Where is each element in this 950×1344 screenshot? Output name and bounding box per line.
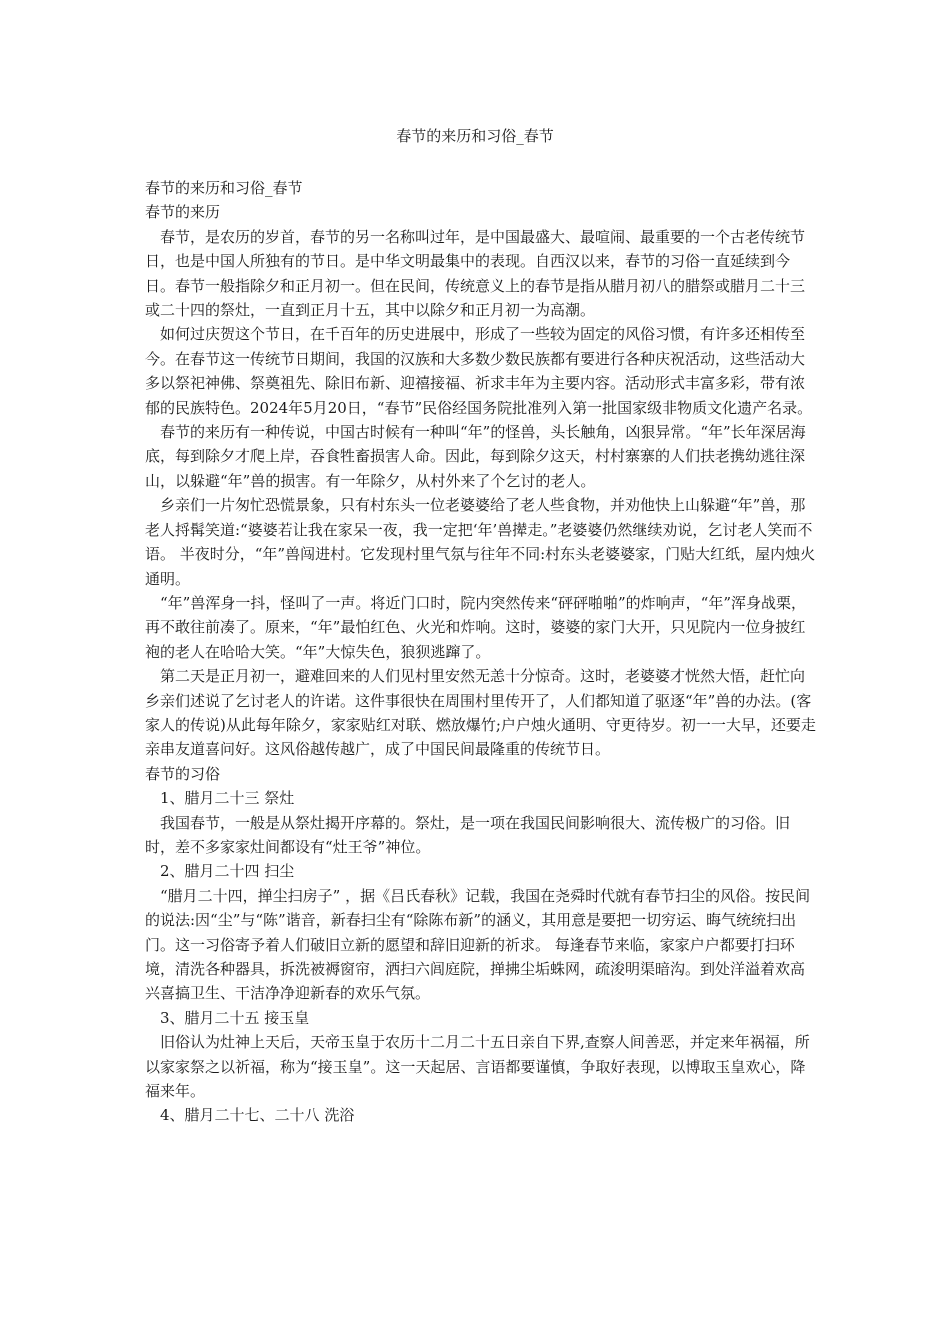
custom-item-title: 3、腊月二十五 接玉皇 xyxy=(160,1008,310,1027)
paragraph: 春节，是农历的岁首，春节的另一名称叫过年，是中国最盛大、最喧闹、最重要的一个古老传统节日，也是中国人所独有的节日。是中华文明最集中的表现。自西汉以来，春节的习俗一直延续到今日。春节一般指除夕和正月初一。但在民间，传统意义上的春节是指从腊月初八的腊祭或腊月二十三或二十四的祭灶，一直到正月十五，其中以除夕和正月初一为高潮。 xyxy=(145,227,806,320)
paragraph: 第二天是正月初一，避难回来的人们见村里安然无恙十分惊奇。这时，老婆婆才恍然大悟，赶忙向乡亲们述说了乞讨老人的许诺。这件事很快在周围村里传开了，人们都知道了驱逐“年”兽的办法。(客家人的传说)从此每年除夕，家家贴红对联、燃放爆竹;户户烛火通明、守更待岁。初一一大早，还要走亲串友道喜问好。这风俗越传越广，成了中国民间最隆重的传统节日。 xyxy=(145,667,816,759)
document-title: 春节的来历和习俗_春节 xyxy=(396,127,554,145)
document-heading: 春节的来历和习俗_春节 xyxy=(145,179,303,197)
paragraph: 乡亲们一片匆忙恐慌景象，只有村东头一位老婆婆给了老人些食物，并劝他快上山躲避“年”兽，那老人捋髯笑道:“婆婆若让我在家呆一夜，我一定把‘年’兽撵走。”老婆婆仍然继续劝说，乞讨老人笑而不语。 半夜时分，“年”兽闯进村。它发现村里气氛与往年不同:村东头老婆婆家，门贴大红纸，屋内烛火通明。 xyxy=(145,496,816,588)
section-heading-customs: 春节的习俗 xyxy=(145,764,221,783)
custom-item-title: 4、腊月二十七、二十八 洗浴 xyxy=(160,1106,355,1125)
document-body xyxy=(145,176,817,1128)
paragraph: 春节的来历有一种传说，中国古时候有一种叫“年”的怪兽，头长触角，凶狠异常。“年”长年深居海底，每到除夕才爬上岸，吞食牲畜损害人命。因此，每到除夕这天，村村寨寨的人们扶老携幼逃往深山，以躲避“年”兽的损害。有一年除夕，从村外来了个乞讨的老人。 xyxy=(145,423,806,490)
custom-item-text: “腊月二十四，掸尘扫房子” ，据《吕氏春秋》记载，我国在尧舜时代就有春节扫尘的风俗。按民间的说法:因“尘”与“陈”谐音，新春扫尘有“除陈布新”的涵义，其用意是要把一切穷运、晦气统统扫出门。这一习俗寄予着人们破旧立新的愿望和辞旧迎新的祈求。 每逢春节来临，家家户户都要打扫环境，清洗各种器具，拆洗被褥窗帘，洒扫六闾庭院，掸拂尘垢蛛网，疏浚明渠暗沟。到处洋溢着欢高兴喜搞卫生、干洁净净迎新春的欢乐气氛。 xyxy=(145,886,811,1003)
custom-item-text: 我国春节，一般是从祭灶揭开序幕的。祭灶，是一项在我国民间影响很大、流传极广的习俗。旧时，差不多家家灶间都设有“灶王爷”神位。 xyxy=(145,813,791,856)
paragraph: “年”兽浑身一抖，怪叫了一声。将近门口时，院内突然传来“砰砰啪啪”的炸响声，“年”浑身战栗，再不敢往前凑了。原来，“年”最怕红色、火光和炸响。这时，婆婆的家门大开，只见院内一位身披红袍的老人在哈哈大笑。“年”大惊失色，狼狈逃蹿了。 xyxy=(145,593,807,661)
custom-item-title: 1、腊月二十三 祭灶 xyxy=(160,789,295,808)
custom-item-title: 2、腊月二十四 扫尘 xyxy=(160,862,295,881)
custom-item-text: 旧俗认为灶神上天后，天帝玉皇于农历十二月二十五日亲自下界,查察人间善恶，并定来年祸福，所以家家祭之以祈福，称为“接玉皇”。这一天起居、言语都要谨慎，争取好表现，以博取玉皇欢心，降福来年。 xyxy=(145,1033,810,1101)
section-heading-origin: 春节的来历 xyxy=(145,203,221,222)
paragraph: 如何过庆贺这个节日，在千百年的历史进展中，形成了一些较为固定的风俗习惯，有许多还相传至今。在春节这一传统节日期间，我国的汉族和大多数少数民族都有要进行各种庆祝活动，这些活动大多以祭祀神佛、祭奠祖先、除旧布新、迎禧接福、祈求丰年为主要内容。活动形式丰富多彩，带有浓郁的民族特色。2024年5月20日，“春节”民俗经国务院批准列入第一批国家级非物质文化遗产名录。 xyxy=(145,325,813,417)
